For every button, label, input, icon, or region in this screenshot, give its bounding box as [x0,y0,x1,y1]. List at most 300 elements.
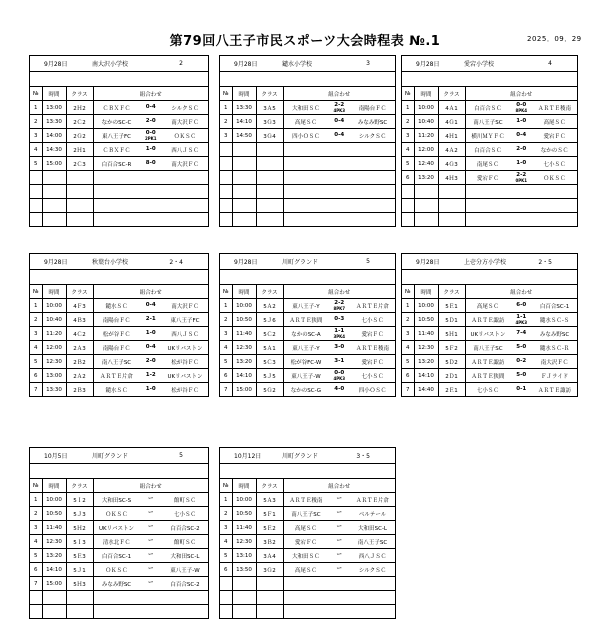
block-header [402,254,577,270]
team-away: 白百合SC-2 [170,581,200,588]
match-time: 13:30 [232,101,256,115]
team-away: みなみ野SC [539,331,570,338]
score [326,387,352,392]
match-number [220,577,232,591]
match-class: 5Ｊ3 [66,507,93,521]
match-number [220,591,232,605]
match-row [402,143,577,157]
team-home: 南八王子SC [473,119,503,126]
match-class: 5Ｊ5 [256,369,283,383]
match-row [30,115,208,129]
match-number [220,171,232,185]
match-number: 4 [30,143,42,157]
match-number: 1 [220,299,232,313]
score [137,581,164,586]
score-value: ー [147,538,154,544]
score [508,303,534,308]
match-pairing [283,171,395,185]
match-class [256,577,283,591]
score-value: 2-2 [516,171,527,178]
match-number: 3 [220,521,232,535]
match-pairing [283,299,395,313]
score-value: 0-4 [516,132,527,138]
team-away: 七小ＳＣ [543,161,566,168]
pk-result: 0PK1 [515,177,528,183]
team-away: 西八ＪＳＣ [358,553,387,560]
match-time [232,157,256,171]
pairing [466,383,578,396]
team-home: 東八王子-W [291,373,321,380]
block-date: 9月28日 [44,61,68,68]
match-time [232,199,256,213]
empty-row [30,591,208,605]
issue-date: 2025．09．29 [527,35,582,43]
match-class [256,143,283,157]
match-pairing [283,199,395,213]
pairing [94,143,209,156]
team-away: 東八王子FC [170,317,200,324]
pairing [284,369,396,382]
block-class-number: 3 [366,60,370,67]
match-class: 5Ｄ2 [438,355,465,369]
score [326,567,352,572]
match-number: 2 [220,313,232,327]
block-date: 9月28日 [234,61,258,68]
header-row [402,87,577,101]
match-number: 2 [220,115,232,129]
score [137,511,164,516]
pk-result: 4PK3 [333,375,346,381]
block-venue: 川町グランド [282,259,319,266]
match-class: 5Ｃ3 [256,355,283,369]
score [508,315,534,325]
team-away: シルクＳＣ [171,105,199,112]
empty-row [220,185,395,199]
col-match-header: 組合わせ [93,87,208,101]
score-value: 2-2 [334,299,345,306]
col-no-header: № [220,285,232,299]
col-match-header: 組合わせ [93,285,208,299]
schedule-table [30,285,208,396]
match-class: 4Ｂ3 [66,313,93,327]
pk-result: 8PK4 [515,107,528,113]
block-spacer [30,72,208,87]
match-number: 5 [402,355,414,369]
block-header [220,448,395,464]
match-time [414,185,438,199]
match-pairing [93,383,208,397]
score-value: 2-0 [516,146,527,152]
score [508,103,534,113]
match-class: 3Ｇ3 [256,115,283,129]
empty-row [220,605,395,619]
match-pairing [465,299,577,313]
score [326,301,352,311]
match-time [414,213,438,227]
score-value: 3-1 [334,358,345,364]
team-home: 東八王子-Y [292,345,320,352]
pairing [284,313,396,326]
team-away: 愛宕ＦＣ [361,359,384,366]
team-home: 南陽台ＦＣ [102,317,131,324]
team-away: 館町ＳＣ [173,497,196,504]
team-home: 白百合SC-1 [101,553,132,560]
team-away: ＦＪライド [540,373,569,380]
pairing [94,157,209,170]
match-class: 4Ｆ3 [66,299,93,313]
pairing [94,299,209,312]
empty-row [30,171,208,185]
score-value: 0-4 [334,118,345,124]
team-home: ＡＲＴＥ片倉 [99,373,133,380]
block-header [30,448,208,464]
match-pairing [283,157,395,171]
score-value: ー [147,552,154,558]
empty-row [220,213,395,227]
match-time: 12:00 [414,143,438,157]
match-row [402,129,577,143]
score-value: ー [147,524,154,530]
score-value: ー [147,510,154,516]
match-pairing [465,383,577,397]
match-row [402,313,577,327]
match-number: 6 [402,171,414,185]
match-pairing [465,185,577,199]
match-class [66,199,93,213]
team-home: UKリバストン [470,331,506,338]
match-pairing [93,115,208,129]
match-class: 2Ｅ1 [438,383,465,397]
team-home: 南八王子SC [291,511,321,518]
match-class: 5Ａ3 [256,493,283,507]
match-pairing [465,369,577,383]
score-value: 7-4 [516,330,527,336]
score [326,329,352,339]
match-number: 2 [402,115,414,129]
pairing [94,313,209,326]
match-time: 12:30 [414,341,438,355]
match-pairing [93,591,208,605]
match-time [232,143,256,157]
match-time: 14:30 [42,143,66,157]
match-class: 3Ｇ2 [256,563,283,577]
match-pairing [465,171,577,185]
score-value: ー [147,580,154,586]
team-away: ＯＫＳＣ [173,133,196,140]
match-number: 1 [402,299,414,313]
team-away: 七小ＳＣ [173,511,196,518]
score-value: 0-0 [145,129,156,136]
pairing [94,101,209,114]
match-class: 3Ｇ4 [256,129,283,143]
match-pairing [465,313,577,327]
match-time [232,171,256,185]
col-time-header: 時間 [232,479,256,493]
match-pairing [93,369,208,383]
block-venue: 川町グランド [92,453,129,460]
match-number: 2 [30,115,42,129]
pairing [466,101,578,114]
team-away: 南大沢ＦＣ [171,303,199,310]
score [137,303,164,308]
match-number: 5 [220,549,232,563]
match-number: 7 [30,383,42,397]
score [137,119,164,124]
team-away: 鑓水ＳＣ-Ｒ [539,345,570,352]
match-row [30,535,208,549]
score [326,103,352,113]
match-row [220,369,395,383]
score-value: 2-0 [145,118,156,124]
match-number: 6 [402,369,414,383]
match-number [220,185,232,199]
schedule-block [219,253,396,397]
block-venue: 愛宕小学校 [464,61,495,68]
match-class: 4Ａ2 [438,143,465,157]
match-row [30,577,208,591]
match-pairing [465,129,577,143]
team-away: 四小ＯＳＣ [358,387,387,394]
pairing [94,327,209,340]
score [326,345,352,350]
match-time: 13:20 [414,355,438,369]
score [137,373,164,378]
match-time [42,185,66,199]
team-home: 愛宕ＦＣ [476,175,499,182]
match-class: 3Ａ5 [256,101,283,115]
score-value: 0-4 [145,302,156,308]
score [508,147,534,152]
match-pairing [283,185,395,199]
match-number: 4 [220,535,232,549]
match-row [30,493,208,507]
score-value: 0-4 [145,104,156,110]
match-pairing [465,341,577,355]
block-spacer [402,72,577,87]
match-class [256,171,283,185]
team-home: ＡＲＴＥ狭間 [289,317,323,324]
match-time: 10:00 [42,299,66,313]
schedule-block [29,253,209,397]
col-time-header: 時間 [414,285,438,299]
score [137,359,164,364]
block-date: 9月28日 [44,259,68,266]
col-class-header: クラス [256,87,283,101]
match-time: 11:40 [232,327,256,341]
score [508,331,534,336]
col-class-header: クラス [66,285,93,299]
team-home: 白百合SC-R [101,161,132,168]
score [508,359,534,364]
score [508,173,534,183]
match-time: 13:30 [42,115,66,129]
block-class-number: 5 [179,452,183,459]
pairing [94,563,209,576]
score-value: 2-2 [334,101,345,108]
team-away: 東八王子-W [170,567,200,574]
match-time: 12:30 [42,535,66,549]
block-spacer [30,270,208,285]
score-value: ー [336,538,342,544]
match-class: 4Ｃ2 [66,327,93,341]
schedule-table [220,285,395,396]
pairing [284,535,396,548]
match-time: 14:10 [232,369,256,383]
match-class [256,213,283,227]
score [326,511,352,516]
match-row [30,143,208,157]
match-time: 14:10 [42,563,66,577]
match-time: 10:00 [414,299,438,313]
match-number: 6 [220,369,232,383]
col-time-header: 時間 [414,87,438,101]
match-time: 13:20 [42,549,66,563]
match-number: 3 [220,327,232,341]
score [137,387,164,392]
match-class: 2Ｂ2 [66,355,93,369]
pk-result: 4PK3 [333,107,346,113]
pairing [466,157,578,170]
match-number: 7 [402,383,414,397]
schedule-block [29,447,209,619]
team-away: 白百合SC-2 [170,525,200,532]
match-time: 11:40 [232,521,256,535]
team-away: 館町ＳＣ [173,539,196,546]
team-home: 高尾ＳＣ [294,525,317,532]
match-class [66,213,93,227]
team-home: UKリバストン [99,525,134,532]
schedule-table [30,479,208,618]
team-away: 南陽台ＦＣ [358,105,387,112]
match-class: 2Ａ2 [66,369,93,383]
col-class-header: クラス [256,285,283,299]
match-number [402,185,414,199]
match-pairing [283,355,395,369]
col-time-header: 時間 [232,285,256,299]
match-number: 2 [402,313,414,327]
score [137,567,164,572]
team-away: みなみ野SC [357,119,388,126]
match-time: 10:00 [42,493,66,507]
match-number: 7 [220,383,232,397]
score [137,105,164,110]
score [508,133,534,138]
match-class: 5Ｆ1 [256,507,283,521]
block-date: 10月5日 [44,453,68,460]
col-time-header: 時間 [42,285,66,299]
team-home: 四小ＯＳＣ [292,133,320,140]
match-pairing [465,327,577,341]
team-home: 鑓水ＳＣ [105,303,128,310]
pk-result: 2PK1 [144,135,157,141]
match-class: 2Ｃ3 [66,157,93,171]
col-match-header: 組合わせ [283,285,395,299]
team-away: 西八ＪＳＣ [171,331,199,338]
match-class [256,199,283,213]
col-no-header: № [30,285,42,299]
score [326,539,352,544]
pairing [284,101,396,114]
match-number: 5 [220,355,232,369]
match-pairing [93,577,208,591]
match-time: 11:40 [414,327,438,341]
pairing [284,563,396,576]
team-away: ＡＲＴＥ片倉 [356,303,390,310]
match-row [220,549,395,563]
match-time: 12:00 [42,341,66,355]
match-number: 5 [30,549,42,563]
score-value: ー [336,552,342,558]
block-class-number: 2・5 [538,259,552,266]
block-spacer [402,270,577,285]
match-class [256,157,283,171]
empty-row [30,199,208,213]
block-spacer [30,464,208,479]
block-venue: 川町グランド [282,453,319,460]
team-home: 東八王子-Y [292,303,320,310]
block-spacer [220,72,395,87]
pairing [466,369,578,382]
block-venue: 秋葉台小学校 [92,259,129,266]
pairing [94,577,209,590]
pairing [284,129,396,142]
score [508,373,534,378]
match-number: 1 [30,101,42,115]
pairing [284,507,396,520]
pairing [284,521,396,534]
match-time: 14:50 [232,129,256,143]
match-pairing [93,101,208,115]
team-home: 大和田SC-S [101,497,132,504]
match-time: 13:10 [232,549,256,563]
match-class [66,591,93,605]
score-value: ー [336,510,342,516]
match-time [42,591,66,605]
team-home: 高尾ＳＣ [294,119,317,126]
pairing [284,549,396,562]
team-away: 鑓水ＳＣ-Ｓ [539,317,570,324]
block-date: 9月28日 [416,259,440,266]
team-home: ＡＲＴＥ諏訪 [471,359,505,366]
col-no-header: № [402,87,414,101]
team-home: 南尾ＳＣ [476,161,499,168]
col-class-header: クラス [256,479,283,493]
block-class-number: 5 [366,258,370,265]
match-number: 1 [30,299,42,313]
match-row [402,341,577,355]
match-class [256,185,283,199]
match-row [220,313,395,327]
block-class-number: 3・5 [356,453,370,460]
match-row [402,157,577,171]
match-class: 4Ａ1 [438,101,465,115]
match-pairing [283,115,395,129]
score-value: 0-2 [516,358,527,364]
match-time [42,213,66,227]
schedule-block [401,55,578,227]
match-time: 12:30 [232,341,256,355]
match-pairing [93,493,208,507]
match-row [30,299,208,313]
match-row [30,521,208,535]
match-class [66,171,93,185]
score [137,331,164,336]
empty-row [402,185,577,199]
match-time [232,605,256,619]
match-number [220,143,232,157]
score-value: 0-0 [334,369,345,376]
score [326,119,352,124]
